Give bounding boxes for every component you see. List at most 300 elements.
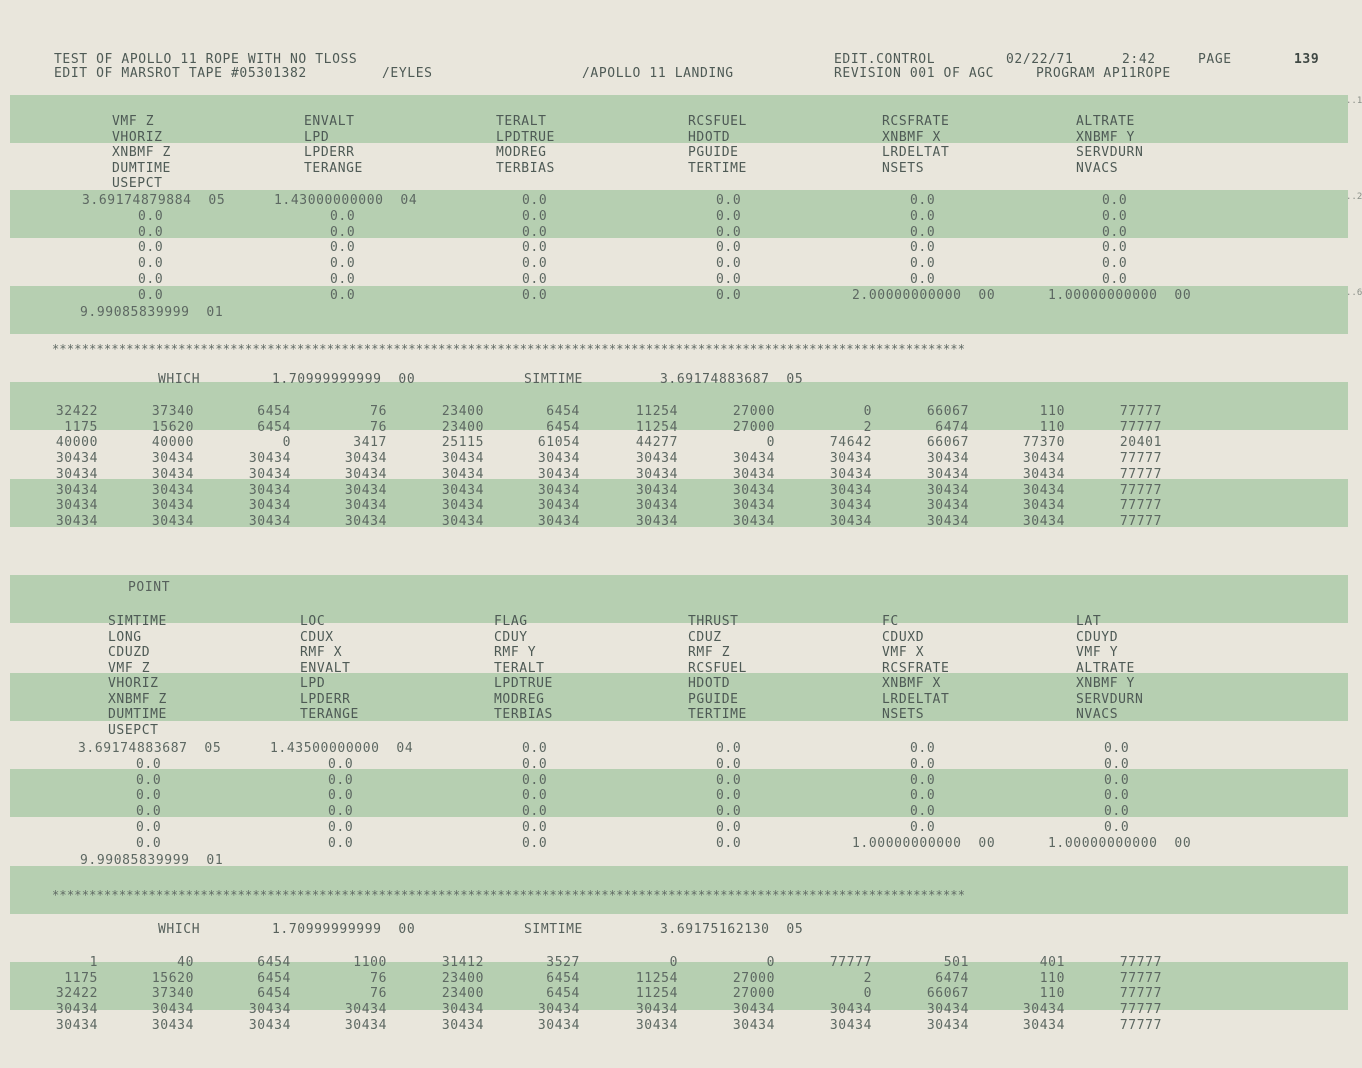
octal-cell: 30434 <box>441 482 484 498</box>
octal-cell: 77777 <box>1119 986 1162 1002</box>
field-label: TERTIME <box>688 160 747 176</box>
octal-cell: 44277 <box>635 435 678 451</box>
field-value: 0.0 <box>330 272 356 287</box>
field-value: 1.43500000000 04 <box>270 741 414 756</box>
octal-cell: 77777 <box>1119 482 1162 498</box>
field-label: USEPCT <box>112 176 163 191</box>
octal-cell: 30434 <box>635 451 678 467</box>
field-value: 0.0 <box>328 820 354 835</box>
octal-cell: 76 <box>370 419 387 435</box>
octal-cell: 30434 <box>1022 466 1065 482</box>
octal-cell: 30434 <box>732 466 775 482</box>
header-mission: /APOLLO 11 LANDING <box>582 66 734 81</box>
octal-cell: 1175 <box>64 419 98 435</box>
octal-cell: 30434 <box>732 1017 775 1033</box>
header-edit-control: EDIT.CONTROL <box>834 52 936 67</box>
octal-cell: 0 <box>863 986 872 1002</box>
field-value: 0.0 <box>522 804 548 820</box>
field-label: TERBIAS <box>494 707 553 722</box>
octal-cell: 30434 <box>151 1017 194 1033</box>
point-title: POINT <box>128 580 171 595</box>
field-label: FLAG <box>494 614 528 629</box>
separator-line: *************************************************************************************************************************** <box>52 342 966 356</box>
field-label: RCSFRATE <box>882 660 950 676</box>
octal-cell: 30434 <box>537 466 580 482</box>
field-value: 0.0 <box>522 208 548 224</box>
field-value: 0.0 <box>910 820 936 835</box>
field-value: 0.0 <box>1102 193 1128 208</box>
octal-cell: 30434 <box>344 1002 387 1018</box>
field-value: 0.0 <box>522 820 548 835</box>
octal-cell: 77777 <box>1119 970 1162 986</box>
field-label: RCSFUEL <box>688 660 747 676</box>
octal-cell: 30434 <box>441 513 484 529</box>
octal-cell: 23400 <box>441 970 484 986</box>
octal-cell: 30434 <box>441 451 484 467</box>
octal-cell: 30434 <box>1022 513 1065 529</box>
field-value: 0.0 <box>136 756 162 772</box>
header-program: PROGRAM AP11ROPE <box>1036 66 1171 81</box>
octal-cell: 77777 <box>1119 513 1162 529</box>
field-value: 0.0 <box>138 224 164 240</box>
header-page-label: PAGE <box>1198 52 1232 67</box>
octal-cell: 11254 <box>635 419 678 435</box>
octal-cell: 6454 <box>546 404 580 419</box>
header-date: 02/22/71 <box>1006 52 1074 67</box>
field-label: HDOTD <box>688 676 731 691</box>
field-value: 0.0 <box>910 756 936 772</box>
octal-cell: 30434 <box>635 513 678 529</box>
octal-cell: 66067 <box>926 986 969 1002</box>
field-label: SIMTIME <box>108 614 167 629</box>
field-value: 0.0 <box>716 772 742 788</box>
octal-cell: 30434 <box>732 513 775 529</box>
octal-cell: 30434 <box>55 466 98 482</box>
field-label: RMF X <box>300 645 343 660</box>
margin-mark: ..6 <box>1346 288 1362 298</box>
octal-cell: 20401 <box>1119 435 1162 451</box>
field-label: CDUYD <box>1076 629 1119 645</box>
field-value: 0.0 <box>1102 256 1128 272</box>
field-value: 0.0 <box>910 240 936 256</box>
octal-cell: 31412 <box>441 955 484 970</box>
field-label: VHORIZ <box>108 676 159 691</box>
field-value: 0.0 <box>716 256 742 272</box>
field-value: 0.0 <box>522 240 548 256</box>
octal-cell: 0 <box>766 435 775 451</box>
octal-cell: 77777 <box>1119 404 1162 419</box>
octal-cell: 27000 <box>732 970 775 986</box>
field-value: 0.0 <box>328 772 354 788</box>
octal-cell: 30434 <box>55 482 98 498</box>
green-band <box>10 575 1348 623</box>
octal-cell: 30434 <box>441 1002 484 1018</box>
octal-cell: 77777 <box>1119 419 1162 435</box>
octal-cell: 30434 <box>537 498 580 514</box>
octal-cell: 30434 <box>1022 451 1065 467</box>
field-value: 0.0 <box>136 788 162 804</box>
field-label: CDUY <box>494 629 528 645</box>
field-value: 0.0 <box>910 256 936 272</box>
octal-cell: 30434 <box>55 451 98 467</box>
field-value: 0.0 <box>1102 240 1128 256</box>
field-label: ALTRATE <box>1076 660 1135 676</box>
field-label: LONG <box>108 629 142 645</box>
octal-cell: 30434 <box>732 498 775 514</box>
field-value: 0.0 <box>522 272 548 287</box>
octal-cell: 30434 <box>248 466 291 482</box>
octal-cell: 23400 <box>441 986 484 1002</box>
field-value: 0.0 <box>910 208 936 224</box>
field-value: 0.0 <box>328 804 354 820</box>
field-value: 0.0 <box>328 756 354 772</box>
octal-cell: 0 <box>766 955 775 970</box>
margin-mark: ..2 <box>1346 192 1362 202</box>
octal-cell: 30434 <box>926 1017 969 1033</box>
field-value: 0.0 <box>716 835 742 851</box>
field-value: 0.0 <box>716 287 742 303</box>
header-revision: REVISION 001 OF AGC <box>834 66 995 81</box>
octal-cell: 0 <box>863 404 872 419</box>
separator-line: *************************************************************************************************************************** <box>52 888 966 902</box>
header-tape: EDIT OF MARSROT TAPE #05301382 <box>54 66 307 81</box>
octal-cell: 11254 <box>635 404 678 419</box>
octal-cell: 6454 <box>257 419 291 435</box>
field-label: MODREG <box>496 145 547 160</box>
greenbar-bands <box>10 0 1348 1068</box>
octal-cell: 6454 <box>546 970 580 986</box>
octal-cell: 27000 <box>732 404 775 419</box>
octal-cell: 77777 <box>1119 955 1162 970</box>
field-value: 0.0 <box>716 804 742 820</box>
header-author: /EYLES <box>382 66 433 81</box>
octal-cell: 3527 <box>546 955 580 970</box>
simtime-value: 3.69175162130 05 <box>660 922 804 937</box>
octal-cell: 76 <box>370 404 387 419</box>
octal-cell: 30434 <box>55 1017 98 1033</box>
octal-cell: 30434 <box>537 482 580 498</box>
field-label: HDOTD <box>688 129 731 145</box>
octal-cell: 6454 <box>257 955 291 970</box>
field-label: RCSFUEL <box>688 114 747 129</box>
octal-cell: 40 <box>177 955 194 970</box>
green-band <box>10 673 1348 721</box>
octal-cell: 30434 <box>1022 1002 1065 1018</box>
field-value: 0.0 <box>716 240 742 256</box>
octal-cell: 30434 <box>55 498 98 514</box>
octal-cell: 30434 <box>344 482 387 498</box>
field-value: 0.0 <box>716 741 742 756</box>
octal-cell: 30434 <box>248 1017 291 1033</box>
field-value: 0.0 <box>330 287 356 303</box>
field-value: 0.0 <box>330 208 356 224</box>
field-label: NVACS <box>1076 160 1119 176</box>
octal-cell: 1 <box>89 955 98 970</box>
octal-cell: 15620 <box>151 419 194 435</box>
octal-cell: 30434 <box>829 498 872 514</box>
octal-cell: 30434 <box>635 1002 678 1018</box>
octal-cell: 23400 <box>441 419 484 435</box>
octal-cell: 15620 <box>151 970 194 986</box>
octal-cell: 30434 <box>248 1002 291 1018</box>
octal-cell: 30434 <box>926 466 969 482</box>
field-label: LPDTRUE <box>494 676 553 691</box>
field-label: VMF Z <box>112 114 155 129</box>
field-value: 0.0 <box>716 756 742 772</box>
octal-cell: 30434 <box>344 451 387 467</box>
octal-cell: 110 <box>1039 404 1065 419</box>
octal-cell: 2 <box>863 970 872 986</box>
field-label: ALTRATE <box>1076 114 1135 129</box>
octal-cell: 6454 <box>546 419 580 435</box>
octal-cell: 77777 <box>1119 1002 1162 1018</box>
field-label: THRUST <box>688 614 739 629</box>
field-value: 0.0 <box>716 820 742 835</box>
octal-cell: 30434 <box>537 1002 580 1018</box>
field-value: 0.0 <box>522 193 548 208</box>
simtime-label: SIMTIME <box>524 922 583 937</box>
octal-cell: 2 <box>863 419 872 435</box>
octal-cell: 30434 <box>55 513 98 529</box>
field-value: 0.0 <box>522 256 548 272</box>
octal-cell: 77777 <box>1119 451 1162 467</box>
octal-cell: 61054 <box>537 435 580 451</box>
octal-cell: 66067 <box>926 435 969 451</box>
field-value: 0.0 <box>1104 788 1130 804</box>
octal-cell: 30434 <box>248 498 291 514</box>
octal-cell: 1100 <box>353 955 387 970</box>
field-label: TERALT <box>494 660 545 676</box>
field-value: 0.0 <box>330 224 356 240</box>
field-label: NSETS <box>882 160 925 176</box>
header-time: 2:42 <box>1122 52 1156 67</box>
octal-cell: 25115 <box>441 435 484 451</box>
field-value: 2.00000000000 00 <box>852 287 996 303</box>
field-label: CDUZD <box>108 645 151 660</box>
octal-cell: 6474 <box>935 970 969 986</box>
field-label: VHORIZ <box>112 129 163 145</box>
octal-cell: 30434 <box>635 1017 678 1033</box>
field-label: VMF Z <box>108 660 151 676</box>
field-label: ENVALT <box>300 660 351 676</box>
field-value: 9.99085839999 01 <box>80 853 224 868</box>
octal-cell: 11254 <box>635 986 678 1002</box>
field-label: TERALT <box>496 114 547 129</box>
octal-cell: 6454 <box>257 970 291 986</box>
which-value: 1.70999999999 00 <box>272 922 416 937</box>
octal-cell: 30434 <box>926 498 969 514</box>
field-value: 0.0 <box>136 835 162 851</box>
field-label: RMF Z <box>688 645 731 660</box>
octal-cell: 76 <box>370 986 387 1002</box>
field-value: 0.0 <box>136 772 162 788</box>
field-value: 0.0 <box>910 788 936 804</box>
field-label: XNBMF X <box>882 129 941 145</box>
octal-cell: 30434 <box>829 451 872 467</box>
octal-cell: 30434 <box>732 1002 775 1018</box>
field-label: PGUIDE <box>688 691 739 707</box>
header-title: TEST OF APOLLO 11 ROPE WITH NO TLOSS <box>54 52 358 67</box>
field-label: LOC <box>300 614 326 629</box>
octal-cell: 0 <box>282 435 291 451</box>
octal-cell: 6474 <box>935 419 969 435</box>
octal-cell: 30434 <box>151 451 194 467</box>
field-label: LPD <box>300 676 326 691</box>
field-value: 0.0 <box>716 272 742 287</box>
octal-cell: 30434 <box>151 466 194 482</box>
octal-cell: 30434 <box>732 451 775 467</box>
simtime-label: SIMTIME <box>524 372 583 387</box>
octal-cell: 40000 <box>55 435 98 451</box>
field-value: 0.0 <box>910 272 936 287</box>
field-label: CDUXD <box>882 629 925 645</box>
octal-cell: 30434 <box>1022 1017 1065 1033</box>
field-value: 1.00000000000 00 <box>1048 835 1192 851</box>
octal-cell: 30434 <box>829 1017 872 1033</box>
field-label: XNBMF X <box>882 676 941 691</box>
field-label: NVACS <box>1076 707 1119 722</box>
field-label: USEPCT <box>108 722 159 738</box>
field-label: LRDELTAT <box>882 145 950 160</box>
field-value: 0.0 <box>910 224 936 240</box>
octal-cell: 37340 <box>151 986 194 1002</box>
octal-cell: 1175 <box>64 970 98 986</box>
octal-cell: 30434 <box>441 498 484 514</box>
field-label: DUMTIME <box>112 160 171 176</box>
octal-cell: 30434 <box>537 451 580 467</box>
field-value: 0.0 <box>1102 208 1128 224</box>
octal-cell: 30434 <box>344 513 387 529</box>
octal-cell: 30434 <box>1022 498 1065 514</box>
field-value: 0.0 <box>328 788 354 804</box>
octal-cell: 30434 <box>926 482 969 498</box>
field-value: 0.0 <box>522 224 548 240</box>
field-value: 0.0 <box>910 741 936 756</box>
octal-cell: 30434 <box>441 466 484 482</box>
field-label: XNBMF Z <box>108 691 167 707</box>
octal-cell: 30434 <box>635 482 678 498</box>
field-value: 0.0 <box>910 193 936 208</box>
field-value: 0.0 <box>330 240 356 256</box>
green-band <box>10 769 1348 820</box>
field-label: NSETS <box>882 707 925 722</box>
octal-cell: 77370 <box>1022 435 1065 451</box>
field-value: 0.0 <box>522 287 548 303</box>
page-number: 139 <box>1294 52 1320 67</box>
field-value: 1.00000000000 00 <box>852 835 996 851</box>
octal-cell: 110 <box>1039 986 1065 1002</box>
field-label: TERANGE <box>304 160 363 176</box>
octal-cell: 77777 <box>1119 466 1162 482</box>
field-value: 0.0 <box>910 772 936 788</box>
which-value: 1.70999999999 00 <box>272 372 416 387</box>
field-label: SERVDURN <box>1076 145 1144 160</box>
field-value: 0.0 <box>1102 224 1128 240</box>
octal-cell: 6454 <box>546 986 580 1002</box>
field-value: 0.0 <box>136 804 162 820</box>
field-value: 0.0 <box>330 256 356 272</box>
octal-cell: 11254 <box>635 970 678 986</box>
field-label: FC <box>882 614 899 629</box>
field-label: LPDERR <box>300 691 351 707</box>
field-value: 0.0 <box>716 193 742 208</box>
octal-cell: 30434 <box>248 513 291 529</box>
field-label: SERVDURN <box>1076 691 1144 707</box>
octal-cell: 66067 <box>926 404 969 419</box>
field-label: VMF X <box>882 645 925 660</box>
field-label: LPDTRUE <box>496 129 555 145</box>
octal-cell: 30434 <box>926 451 969 467</box>
which-label: WHICH <box>158 922 201 937</box>
field-value: 0.0 <box>522 741 548 756</box>
octal-cell: 76 <box>370 970 387 986</box>
octal-cell: 30434 <box>151 1002 194 1018</box>
green-band <box>10 95 1348 143</box>
field-label: LPD <box>304 129 330 145</box>
octal-cell: 30434 <box>829 1002 872 1018</box>
octal-cell: 30434 <box>151 482 194 498</box>
octal-cell: 27000 <box>732 986 775 1002</box>
octal-cell: 30434 <box>537 513 580 529</box>
field-label: TERANGE <box>300 707 359 722</box>
octal-cell: 110 <box>1039 419 1065 435</box>
field-value: 0.0 <box>1104 772 1130 788</box>
octal-cell: 30434 <box>344 1017 387 1033</box>
field-value: 0.0 <box>522 756 548 772</box>
octal-cell: 23400 <box>441 404 484 419</box>
field-value: 0.0 <box>716 788 742 804</box>
field-value: 0.0 <box>138 287 164 303</box>
octal-cell: 30434 <box>151 498 194 514</box>
field-value: 0.0 <box>138 272 164 287</box>
field-value: 0.0 <box>716 224 742 240</box>
octal-cell: 30434 <box>1022 482 1065 498</box>
octal-cell: 401 <box>1039 955 1065 970</box>
field-value: 0.0 <box>138 240 164 256</box>
field-value: 1.00000000000 00 <box>1048 287 1192 303</box>
field-value: 0.0 <box>910 804 936 820</box>
octal-cell: 30434 <box>441 1017 484 1033</box>
octal-cell: 6454 <box>257 404 291 419</box>
field-value: 0.0 <box>1104 756 1130 772</box>
field-value: 0.0 <box>522 788 548 804</box>
octal-cell: 30434 <box>248 482 291 498</box>
field-label: TERTIME <box>688 707 747 722</box>
octal-cell: 30434 <box>926 513 969 529</box>
octal-cell: 30434 <box>248 451 291 467</box>
simtime-value: 3.69174883687 05 <box>660 372 804 387</box>
octal-cell: 30434 <box>635 466 678 482</box>
octal-cell: 30434 <box>537 1017 580 1033</box>
field-value: 0.0 <box>1102 272 1128 287</box>
octal-cell: 30434 <box>732 482 775 498</box>
field-label: XNBMF Z <box>112 145 171 160</box>
field-label: CDUX <box>300 629 334 645</box>
field-label: XNBMF Y <box>1076 676 1135 691</box>
octal-cell: 37340 <box>151 404 194 419</box>
octal-cell: 3417 <box>353 435 387 451</box>
field-value: 3.69174883687 05 <box>78 741 222 756</box>
field-value: 1.43000000000 04 <box>274 193 418 208</box>
octal-cell: 27000 <box>732 419 775 435</box>
octal-cell: 32422 <box>55 404 98 419</box>
octal-cell: 30434 <box>151 513 194 529</box>
field-label: RMF Y <box>494 645 537 660</box>
field-label: TERBIAS <box>496 160 555 176</box>
field-label: VMF Y <box>1076 645 1119 660</box>
octal-cell: 6454 <box>257 986 291 1002</box>
octal-cell: 110 <box>1039 970 1065 986</box>
